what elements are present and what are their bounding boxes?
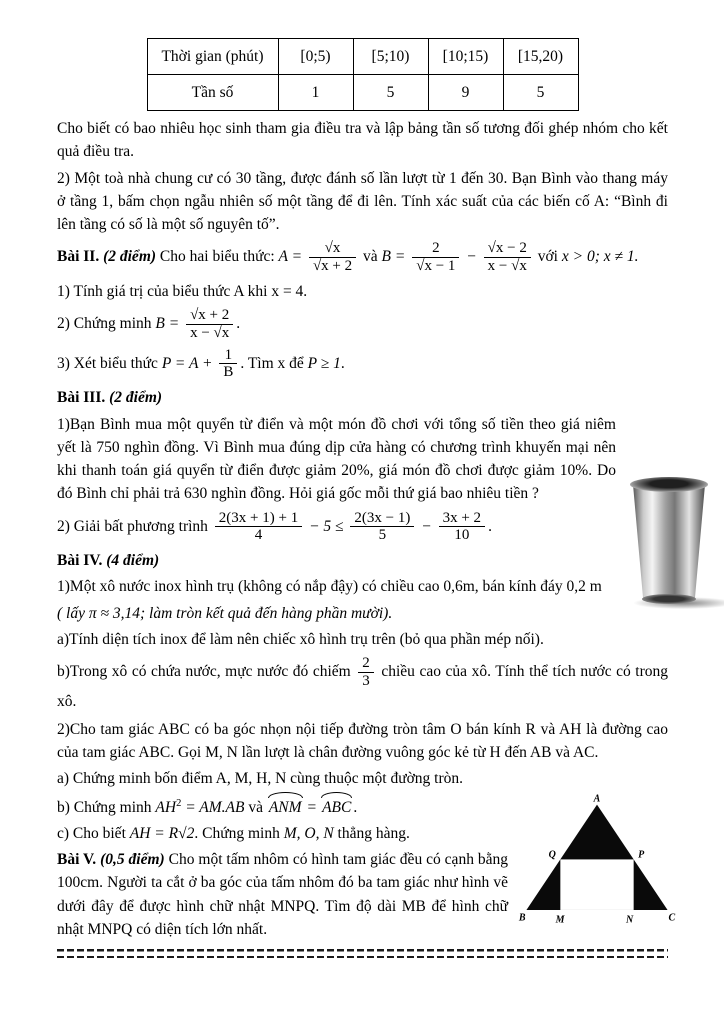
question-text: 3) Xét biểu thức: [57, 354, 158, 372]
angle-anm: ANM: [267, 794, 304, 819]
question-text: 2) Chứng minh: [57, 314, 152, 332]
bai3-problem-2: [57, 510, 668, 545]
fraction-f1: [215, 510, 302, 545]
and-text: và: [363, 248, 378, 266]
fraction-b2: [484, 240, 531, 275]
fraction-numerator: √x + 2: [186, 307, 233, 325]
bai4-part-a: a)Tính diện tích inox để làm nên chiếc xô hình trụ trên (bỏ qua phần mép nối).: [57, 630, 544, 648]
bai3-points: (2 điểm): [109, 389, 163, 407]
bucket-base: [642, 594, 696, 604]
fraction-numerator: √x − 2: [484, 240, 531, 258]
math-a-lhs: A =: [278, 248, 303, 266]
fraction-numerator: 2: [358, 655, 374, 673]
bai2-points: (2 điểm): [103, 248, 157, 266]
bai2-question-1: 1) Tính giá trị của biểu thức A khi x = 4.: [57, 282, 308, 300]
table-cell: 5: [503, 75, 578, 111]
bai4-rounding-note: ( lấy π ≈ 3,14; làm tròn kết quả đến hàng phần mười).: [57, 604, 393, 622]
fraction-denominator: 3: [362, 672, 370, 689]
bai3-header: [57, 386, 668, 409]
fraction-b1: [412, 240, 459, 275]
question-text: c) Cho biết: [57, 824, 126, 842]
minus-sign: −: [421, 517, 432, 535]
math-rhs: = AM.AB: [185, 798, 245, 816]
table-cell: 9: [428, 75, 503, 111]
separator-line: [57, 949, 668, 958]
frequency-table: [147, 38, 579, 111]
steel-bucket-photo: [630, 477, 708, 609]
math-condition: x > 0; x ≠ 1.: [561, 248, 639, 266]
question-text: . Chứng minh: [194, 824, 280, 842]
bai3-label: Bài III.: [57, 389, 106, 407]
question-text: thẳng hàng.: [337, 824, 410, 842]
fraction-f2: [350, 510, 414, 545]
bucket-body: [633, 485, 705, 599]
period: .: [340, 354, 345, 372]
fraction-numerator: 2: [412, 240, 459, 258]
fraction-denominator: √x + 2: [312, 258, 353, 275]
table-cell: [5;10): [353, 39, 428, 75]
paragraph-building-problem: 2) Một toà nhà chung cư có 30 tầng, được đánh số lần lượt từ 1 đến 30. Bạn Bình vào thang máy ở tầng 1, bấm chọn ngẫu nhiên số một tầng để đi lên. Tính xác suất của các biến cố A: “Bình đi lên tầng có số là một số nguyên tố”.: [57, 169, 668, 233]
table-cell: [0;5): [278, 39, 353, 75]
question-text: chiều cao của xô. Tính thể tích nước có trong xô.: [57, 662, 669, 710]
bai4-points: (4 điểm): [106, 552, 160, 570]
fraction-denominator: √x − 1: [416, 258, 456, 275]
fraction-denominator: x − √x: [487, 258, 527, 275]
fraction-denominator: x − √x: [190, 324, 230, 341]
fraction-denominator: 4: [254, 527, 263, 544]
bai4-part-b: [57, 655, 668, 713]
table-cell: 1: [278, 75, 353, 111]
question-text: b) Chứng minh: [57, 798, 152, 816]
math-mon-points: M, O, N: [283, 824, 334, 842]
fraction-numerator: 3x + 2: [439, 510, 485, 528]
equals-sign: =: [307, 798, 317, 816]
bai4-label: Bài IV.: [57, 552, 103, 570]
problem-text: Cho một tấm nhôm có hình tam giác đều có cạnh bằng 100cm. Người ta cắt ở ba góc của tấm nhôm đó ba tam giác như hình vẽ dưới đây để được hình chữ nhật MNPQ. Tìm độ dài MB để hình chữ nhật MNPQ có diện tích lớn nhất.: [57, 851, 508, 938]
triangle-figure: [518, 792, 676, 929]
bai4-header: [57, 549, 668, 572]
paragraph-survey-question: Cho biết có bao nhiêu học sinh tham gia điều tra và lập bảng tần số tương đối ghép nhóm cho kết quả điều tra.: [57, 120, 668, 161]
bai3-problem-1: [57, 413, 668, 506]
and-text: và: [248, 798, 263, 816]
fraction-numerator: √x: [309, 240, 356, 258]
bai2-question-3: [57, 347, 668, 382]
fraction-one-over-b: [219, 347, 237, 382]
bai2-statement: [57, 240, 668, 275]
period: .: [488, 517, 492, 535]
exponent: 2: [176, 797, 182, 809]
vertex-label-b: B: [518, 912, 526, 924]
table-row: [147, 75, 578, 111]
table-cell: [10;15): [428, 39, 503, 75]
vertex-label-c: C: [668, 912, 676, 924]
fraction-b-simplified: [186, 307, 233, 342]
vertex-label-p: P: [638, 849, 645, 861]
bai4-problem-1: 1)Một xô nước inox hình trụ (không có nắp đậy) có chiều cao 0,6m, bán kính đáy 0,2 m: [57, 578, 602, 596]
bai2-label: Bài II.: [57, 248, 100, 266]
fraction-denominator: 10: [454, 527, 470, 544]
inequality-middle: − 5 ≤: [309, 517, 344, 535]
vertex-label-m: M: [555, 914, 565, 926]
bai4-problem-2: 2)Cho tam giác ABC có ba góc nhọn nội tiếp đường tròn tâm O bán kính R và AH là đường cao của tam giác ABC. Gọi M, N lần lượt là chân đường vuông góc kẻ từ H đến AB và AC.: [57, 720, 668, 762]
vertex-label-n: N: [626, 914, 634, 926]
with-text: với: [537, 248, 558, 266]
vertex-label-q: Q: [548, 849, 556, 861]
table-cell: Thời gian (phút): [147, 39, 278, 75]
bai2-question-2: [57, 307, 668, 342]
problem-text: 1)Bạn Bình mua một quyển từ điển và một món đồ chơi với tổng số tiền theo giá niêm yết là 750 nghìn đồng. Vì Bình mua đúng dịp cửa hàng có chương trình khuyến mại nên khi thanh toán giá quyển từ điển được giảm 20%, giá món đồ chơi được giảm 10%. Do đó Bình chỉ phải trả 630 nghìn đồng. Hỏi giá gốc mỗi thứ giá bao nhiêu tiền ?: [57, 415, 616, 503]
math-ah-r-sqrt2: AH = R√2: [129, 824, 195, 842]
bucket-rim: [630, 477, 708, 492]
table-cell: Tần số: [147, 75, 278, 111]
period: .: [236, 314, 241, 332]
rectangle-mnpq: [560, 859, 633, 910]
table-row: [147, 39, 578, 75]
fraction-f3: [439, 510, 485, 545]
math-b-lhs: B =: [381, 248, 406, 266]
vertex-label-a: A: [593, 793, 601, 805]
math-condition: P ≥ 1: [307, 354, 341, 372]
math-b-lhs: B =: [155, 314, 180, 332]
math-ah: AH: [155, 798, 177, 816]
fraction-denominator: 5: [378, 527, 387, 544]
minus-sign: −: [466, 248, 477, 266]
bai5-points: (0,5 điểm): [100, 851, 165, 869]
table-cell: 5: [353, 75, 428, 111]
fraction-two-thirds: [358, 655, 374, 690]
bai4-problem-2a: a) Chứng minh bốn điểm A, M, H, N cùng thuộc một đường tròn.: [57, 770, 464, 788]
fraction-a: [309, 240, 356, 275]
table-cell: [15,20): [503, 39, 578, 75]
fraction-denominator: B: [223, 364, 234, 381]
period: .: [353, 798, 358, 816]
problem-text: 2) Giải bất phương trình: [57, 517, 208, 535]
math-p-lhs: P = A +: [161, 354, 213, 372]
fraction-numerator: 2(3x + 1) + 1: [215, 510, 302, 528]
bai5-label: Bài V.: [57, 851, 97, 869]
fraction-numerator: 2(3x − 1): [350, 510, 414, 528]
bai2-intro-text: Cho hai biểu thức:: [159, 248, 275, 266]
question-text: b)Trong xô có chứa nước, mực nước đó chiếm: [57, 662, 351, 680]
fraction-numerator: 1: [219, 347, 237, 365]
angle-abc: ABC: [320, 794, 353, 819]
question-text: . Tìm x để: [240, 354, 304, 372]
